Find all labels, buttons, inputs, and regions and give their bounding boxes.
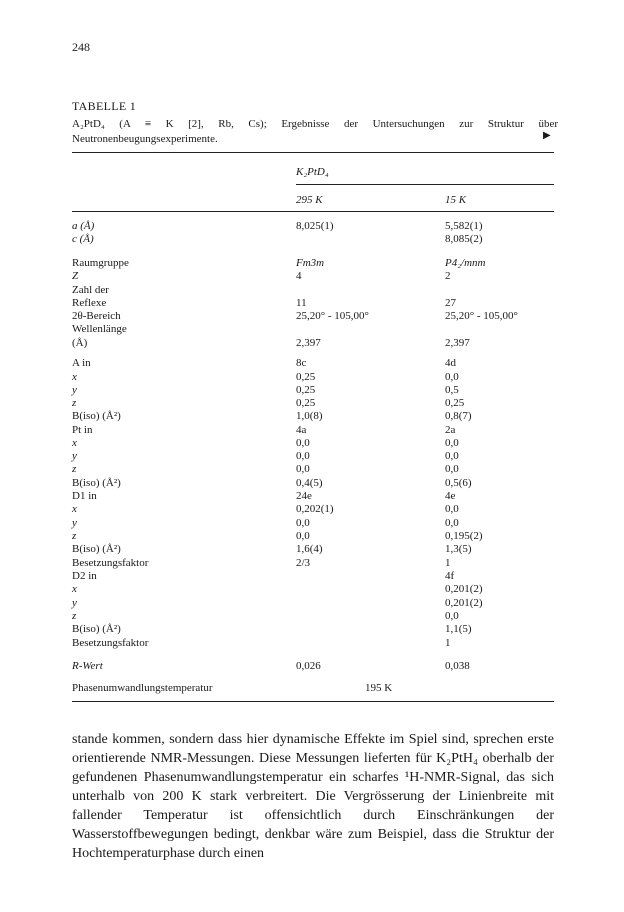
transition-value: 195 K — [365, 682, 393, 694]
row-label: B(iso) (Å²) — [72, 543, 121, 555]
value-15k: 2,397 — [445, 337, 470, 349]
table-row — [72, 597, 554, 609]
table-label: TABELLE 1 — [72, 99, 137, 113]
value-15k: 0,0 — [445, 371, 459, 383]
table-row — [72, 220, 554, 232]
transition-row — [72, 682, 554, 694]
value-295k: 4 — [296, 270, 302, 282]
row-label: Wellenlänge — [72, 323, 127, 335]
value-15k: 4d — [445, 357, 456, 369]
row-label: z — [72, 463, 77, 475]
value-15k: 1 — [445, 557, 451, 569]
body-paragraph: stande kommen, sondern dass hier dynamische Effekte im Spiel sind, sprechen erste orientierende NMR-Messungen. Diese Messungen lieferten für K₂PtH₄ oberhalb der gefundenen Phasenumwandlungstemperatur ein scharfes ¹H-NMR-Signal, das sich unterhalb von 200 K stark verbreitert. Die Vergrösserung der Linienbreite mit fallender Temperatur ist offensichtlich durch Einschränkungen der Wasserstoffbewegungen bedingt, denkbar wäre zum Beispiel, dass die Struktur der Hochtemperaturphase durch einen — [72, 732, 554, 861]
table-row — [72, 490, 554, 502]
value-15k: 25,20° - 105,00° — [445, 310, 518, 322]
value-15k: 0,5(6) — [445, 477, 472, 489]
value-295k: 0,026 — [296, 660, 321, 672]
value-15k: 0,25 — [445, 397, 465, 409]
table-row — [72, 530, 554, 542]
table-row — [72, 424, 554, 436]
row-label: Besetzungsfaktor — [72, 557, 149, 569]
row-label: x — [72, 503, 77, 515]
body-text — [72, 730, 554, 863]
value-295k: 0,0 — [296, 450, 310, 462]
temp-header-15k: 15 K — [445, 194, 467, 206]
table-row — [72, 503, 554, 515]
row-label: z — [72, 610, 77, 622]
row-label: a (Å) — [72, 220, 95, 232]
row-label: z — [72, 397, 77, 409]
table-row — [72, 270, 554, 282]
compound-header-rule — [296, 184, 554, 185]
value-15k: 8,085(2) — [445, 233, 483, 245]
table-row — [72, 357, 554, 369]
value-15k: 0,0 — [445, 503, 459, 515]
value-15k: 1 — [445, 637, 451, 649]
table-row — [72, 257, 554, 269]
row-label: x — [72, 583, 77, 595]
row-label: z — [72, 530, 77, 542]
row-label: A in — [72, 357, 91, 369]
value-295k: 11 — [296, 297, 307, 309]
table-row — [72, 233, 554, 245]
value-15k: 2 — [445, 270, 451, 282]
table-row — [72, 297, 554, 309]
value-15k: 0,0 — [445, 610, 459, 622]
row-label: D1 in — [72, 490, 97, 502]
value-295k: 0,25 — [296, 371, 316, 383]
row-label: 2θ-Bereich — [72, 310, 121, 322]
value-295k: 24e — [296, 490, 312, 502]
row-label: x — [72, 437, 77, 449]
row-label: x — [72, 371, 77, 383]
value-15k: 0,0 — [445, 450, 459, 462]
value-295k: 8c — [296, 357, 307, 369]
value-295k: 0,25 — [296, 397, 316, 409]
value-15k: 0,201(2) — [445, 583, 483, 595]
table-row — [72, 557, 554, 569]
table-row — [72, 310, 554, 322]
value-295k: 2/3 — [296, 557, 311, 569]
value-295k: 2,397 — [296, 337, 321, 349]
value-15k: 0,195(2) — [445, 530, 483, 542]
table-row — [72, 543, 554, 555]
table-row — [72, 284, 554, 296]
value-15k: 0,5 — [445, 384, 459, 396]
value-295k: 4a — [296, 424, 307, 436]
table-row — [72, 583, 554, 595]
table-row — [72, 371, 554, 383]
table-row — [72, 570, 554, 582]
value-295k: Fm3m — [296, 257, 325, 269]
value-15k: 0,8(7) — [445, 410, 472, 422]
value-295k: 0,4(5) — [296, 477, 323, 489]
table-row — [72, 410, 554, 422]
value-295k: 0,0 — [296, 463, 310, 475]
continue-arrow-icon: ▶ — [543, 130, 551, 141]
table-row — [72, 450, 554, 462]
value-295k: 0,202(1) — [296, 503, 334, 515]
table-caption: A₂PtD₄ (A ≡ K [2], Rb, Cs); Ergebnisse der Untersuchungen zur Struktur über Neutronenbeugungsexperimente. — [72, 118, 558, 145]
table-row — [72, 437, 554, 449]
row-label: B(iso) (Å²) — [72, 477, 121, 489]
transition-label: Phasenumwandlungstemperatur — [72, 682, 213, 694]
value-295k: 8,025(1) — [296, 220, 334, 232]
value-295k: 0,25 — [296, 384, 316, 396]
value-15k: 1,1(5) — [445, 623, 472, 635]
value-15k: 0,0 — [445, 437, 459, 449]
value-295k: 25,20° - 105,00° — [296, 310, 369, 322]
value-15k: 27 — [445, 297, 456, 309]
value-295k: 1,6(4) — [296, 543, 323, 555]
row-label: B(iso) (Å²) — [72, 410, 121, 422]
row-label: B(iso) (Å²) — [72, 623, 121, 635]
temp-header-295k: 295 K — [296, 194, 323, 206]
value-15k: 0,038 — [445, 660, 470, 672]
table-top-rule — [72, 152, 554, 153]
table-row — [72, 610, 554, 622]
value-15k: 1,3(5) — [445, 543, 472, 555]
row-label: Besetzungsfaktor — [72, 637, 149, 649]
table-row — [72, 463, 554, 475]
table-row — [72, 517, 554, 529]
row-label: Reflexe — [72, 297, 107, 309]
value-15k: 2a — [445, 424, 456, 436]
row-label: R-Wert — [72, 660, 103, 672]
value-295k: 0,0 — [296, 530, 310, 542]
row-label: y — [72, 517, 77, 529]
value-15k: 5,582(1) — [445, 220, 483, 232]
row-label: D2 in — [72, 570, 97, 582]
table-row — [72, 384, 554, 396]
table-row — [72, 637, 554, 649]
table-row — [72, 323, 554, 335]
row-label: (Å) — [72, 337, 88, 349]
value-15k: P4₂/mnm — [445, 257, 486, 269]
value-15k: 0,0 — [445, 517, 459, 529]
value-295k: 1,0(8) — [296, 410, 323, 422]
table-row — [72, 623, 554, 635]
table-bottom-rule — [72, 701, 554, 702]
table-row — [72, 397, 554, 409]
row-label: Raumgruppe — [72, 257, 129, 269]
row-label: Pt in — [72, 424, 93, 436]
table-row — [72, 660, 554, 672]
table-row — [72, 477, 554, 489]
row-label: c (Å) — [72, 233, 94, 245]
value-15k: 0,201(2) — [445, 597, 483, 609]
table-row — [72, 337, 554, 349]
compound-header: K₂PtD₄ — [296, 166, 329, 178]
row-label: y — [72, 597, 77, 609]
value-15k: 4f — [445, 570, 455, 582]
value-295k: 0,0 — [296, 517, 310, 529]
row-label: Z — [72, 270, 79, 282]
row-label: y — [72, 384, 77, 396]
value-295k: 0,0 — [296, 437, 310, 449]
header-bottom-rule — [72, 211, 554, 212]
row-label: y — [72, 450, 77, 462]
page-number: 248 — [72, 40, 90, 54]
row-label: Zahl der — [72, 284, 109, 296]
value-15k: 0,0 — [445, 463, 459, 475]
value-15k: 4e — [445, 490, 456, 502]
